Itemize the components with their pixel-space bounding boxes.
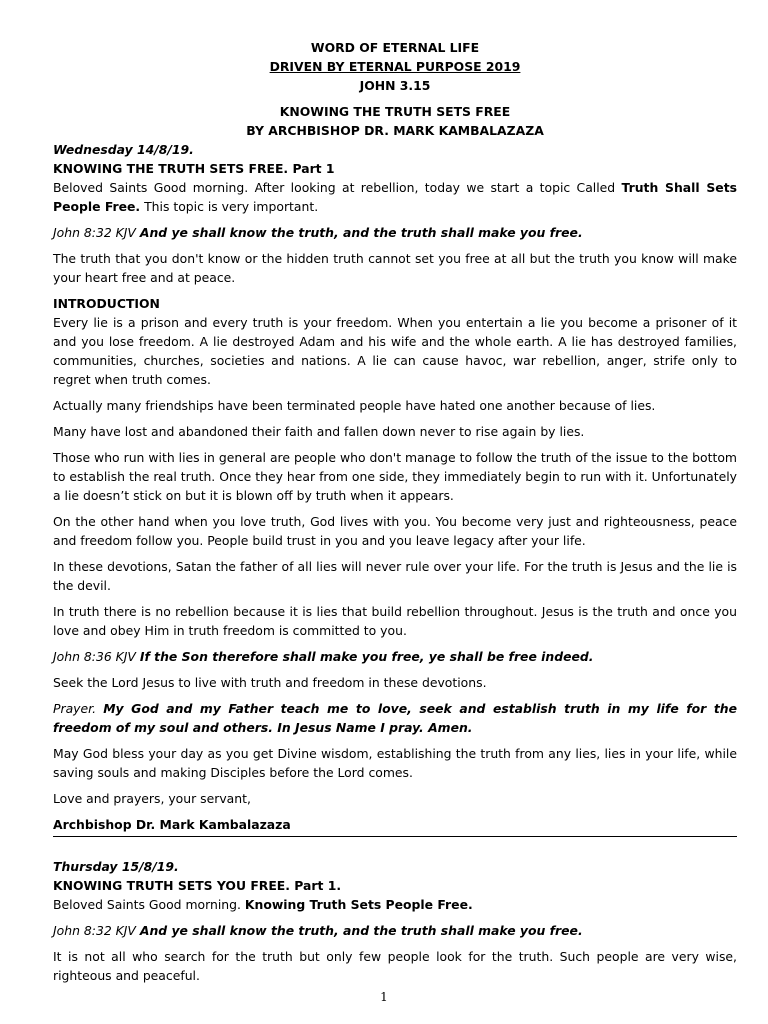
day2-intro: Beloved Saints Good morning. Knowing Truth Sets People Free. — [53, 897, 473, 912]
day1-para-5: Those who run with lies in general are people who don't manage to follow the truth of the issue to the bottom to establish the real truth. Once they hear from one side, they immediately begin to run with it. Unfortunately a lie doesn’t stick on but it is blown off by truth when it appears. — [53, 450, 737, 503]
page-number: 1 — [380, 990, 388, 1004]
day1-para-10: May God bless your day as you get Divine wisdom, establishing the truth from any lies, lies in your life, while saving souls and making Disciples before the Lord comes. — [53, 746, 737, 780]
day1-para-2: Every lie is a prison and every truth is your freedom. When you entertain a lie you become a prisoner of it and you lose freedom. A lie destroyed Adam and his wife and the whole earth. A lie has destroyed families, communities, churches, societies and nations. A lie can cause havoc, war rebellion, anger, strife only to regret when truth comes. — [53, 315, 737, 387]
day2-verse-1: John 8:32 KJV And ye shall know the truth, and the truth shall make you free. — [53, 923, 583, 938]
day1-signature: Archbishop Dr. Mark Kambalazaza — [53, 817, 291, 832]
header-line-2: DRIVEN BY ETERNAL PURPOSE 2019 — [269, 59, 521, 74]
day1-para-6: On the other hand when you love truth, God lives with you. You become very just and righteousness, peace and freedom follow you. People build trust in you and you leave legacy after your life. — [53, 514, 737, 548]
day1-prayer: Prayer. My God and my Father teach me to love, seek and establish truth in my life for the freedom of my soul and others. In Jesus Name I pray. Amen. — [53, 701, 737, 735]
day1-para-1: The truth that you don't know or the hidden truth cannot set you free at all but the truth you know will make your heart free and at peace. — [53, 251, 737, 285]
day1-closing: Love and prayers, your servant, — [53, 791, 251, 806]
author-byline: BY ARCHBISHOP DR. MARK KAMBALAZAZA — [246, 123, 544, 138]
day1-para-9: Seek the Lord Jesus to live with truth and freedom in these devotions. — [53, 675, 487, 690]
header-line-1: WORD OF ETERNAL LIFE — [310, 40, 480, 55]
day1-para-4: Many have lost and abandoned their faith and fallen down never to rise again by lies. — [53, 424, 585, 439]
document-title: KNOWING THE TRUTH SETS FREE — [279, 104, 511, 119]
section-divider — [53, 836, 737, 837]
day1-para-7: In these devotions, Satan the father of all lies will never rule over your life. For the truth is Jesus and the lie is the devil. — [53, 559, 737, 593]
day1-intro: Beloved Saints Good morning. After looking at rebellion, today we start a topic Called Truth Shall Sets People Free. This topic is very important. — [53, 180, 737, 214]
day1-para-8: In truth there is no rebellion because it is lies that build rebellion throughout. Jesus is the truth and once you love and obey Him in truth freedom is committed to you. — [53, 604, 737, 638]
day1-verse-2: John 8:36 KJV If the Son therefore shall make you free, ye shall be free indeed. — [53, 649, 594, 664]
day1-heading: KNOWING THE TRUTH SETS FREE. Part 1 — [53, 161, 335, 176]
day2-para-1: It is not all who search for the truth but only few people look for the truth. Such people are very wise, righteous and peaceful. — [53, 949, 737, 983]
header-line-3: JOHN 3.15 — [359, 78, 431, 93]
day2-heading: KNOWING TRUTH SETS YOU FREE. Part 1. — [53, 878, 342, 893]
day1-verse-1: John 8:32 KJV And ye shall know the truth, and the truth shall make you free. — [53, 225, 583, 240]
day2-date: Thursday 15/8/19. — [53, 859, 179, 874]
day1-date: Wednesday 14/8/19. — [53, 142, 194, 157]
day1-para-3: Actually many friendships have been terminated people have hated one another because of lies. — [53, 398, 656, 413]
introduction-heading: INTRODUCTION — [53, 296, 160, 311]
document-page — [53, 38, 737, 992]
